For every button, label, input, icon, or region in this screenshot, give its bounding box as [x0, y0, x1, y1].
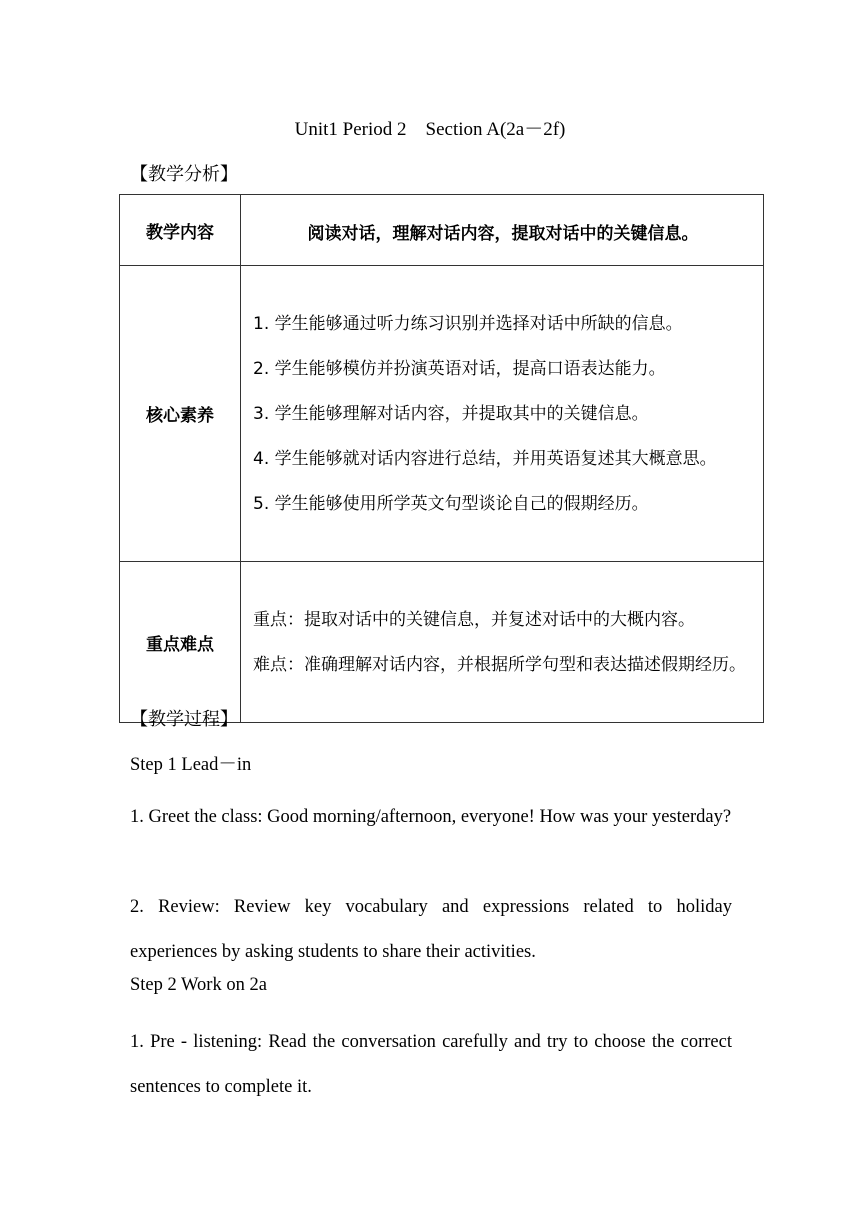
- list-item: 5. 学生能够使用所学英文句型谈论自己的假期经历。: [253, 494, 649, 514]
- row-label-key-difficulty: 重点难点: [120, 562, 241, 723]
- section-heading-process: 【教学过程】: [130, 709, 238, 730]
- step1-title: Step 1 Lead－in: [130, 755, 252, 775]
- step1-item1: 1. Greet the class: Good morning/afternoon, everyone! How was your yesterday?: [130, 807, 732, 827]
- list-item: 4. 学生能够就对话内容进行总结，并用英语复述其大概意思。: [253, 449, 717, 469]
- table-row: [120, 266, 764, 562]
- list-item: 2. 学生能够模仿并扮演英语对话，提高口语表达能力。: [253, 359, 666, 379]
- difficult-point: 难点：准确理解对话内容，并根据所学句型和表达描述假期经历。: [253, 655, 746, 675]
- section-heading-analysis: 【教学分析】: [130, 164, 238, 185]
- step2-title: Step 2 Work on 2a: [130, 975, 267, 995]
- list-item: 3. 学生能够理解对话内容，并提取其中的关键信息。: [253, 404, 649, 424]
- page-title: Unit1 Period 2 Section A(2a－2f): [294, 119, 566, 140]
- row-label-content: 教学内容: [120, 195, 241, 266]
- row-label-literacy: 核心素养: [120, 266, 241, 562]
- table-row: [120, 195, 764, 266]
- step1-item2: 2. Review: Review key vocabulary and expressions related to holiday experiences by asking students to share their activities.: [130, 897, 732, 962]
- list-item: 1. 学生能够通过听力练习识别并选择对话中所缺的信息。: [253, 314, 683, 334]
- step2-item1: 1. Pre - listening: Read the conversation carefully and try to choose the correct sentences to complete it.: [130, 1032, 732, 1097]
- key-point: 重点：提取对话中的关键信息，并复述对话中的大概内容。: [253, 610, 695, 630]
- analysis-table: [119, 194, 764, 723]
- core-literacy-list: [241, 266, 764, 562]
- table-row: [120, 562, 764, 723]
- teaching-content-text: 阅读对话，理解对话内容，提取对话中的关键信息。: [241, 195, 764, 266]
- key-difficulty-text: [241, 562, 764, 723]
